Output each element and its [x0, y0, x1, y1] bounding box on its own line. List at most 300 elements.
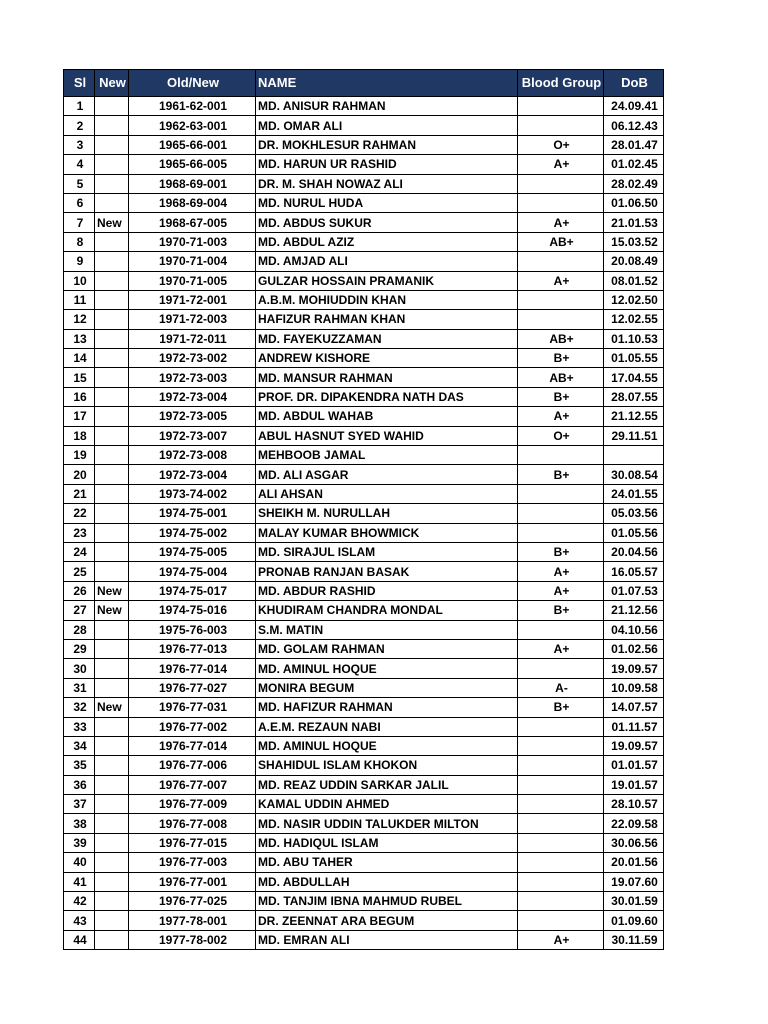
cell-name: MD. NURUL HUDA: [256, 193, 518, 212]
cell-old-new: 1976-77-002: [129, 717, 256, 736]
cell-new: [95, 756, 129, 775]
table-row: [64, 639, 664, 658]
cell-dob: 14.07.57: [604, 698, 664, 717]
cell-old-new: 1976-77-025: [129, 892, 256, 911]
cell-sl: 27: [64, 601, 95, 620]
cell-name: MD. HAFIZUR RAHMAN: [256, 698, 518, 717]
cell-old-new: 1971-72-001: [129, 290, 256, 309]
cell-name: ABUL HASNUT SYED WAHID: [256, 426, 518, 445]
cell-blood-group: A+: [518, 155, 604, 174]
cell-blood-group: [518, 853, 604, 872]
table-row: [64, 271, 664, 290]
cell-new: [95, 252, 129, 271]
cell-sl: 44: [64, 930, 95, 949]
table-row: [64, 756, 664, 775]
cell-dob: 28.01.47: [604, 135, 664, 154]
table-row: [64, 620, 664, 639]
cell-name: GULZAR HOSSAIN PRAMANIK: [256, 271, 518, 290]
cell-sl: 38: [64, 814, 95, 833]
table-body: [64, 97, 664, 950]
cell-sl: 20: [64, 465, 95, 484]
cell-name: MD. ALI ASGAR: [256, 465, 518, 484]
cell-dob: 19.07.60: [604, 872, 664, 891]
cell-new: [95, 446, 129, 465]
header-old-new: Old/New: [129, 70, 256, 97]
cell-old-new: 1976-77-014: [129, 659, 256, 678]
cell-blood-group: [518, 659, 604, 678]
cell-old-new: 1962-63-001: [129, 116, 256, 135]
cell-dob: 01.02.56: [604, 639, 664, 658]
cell-sl: 12: [64, 310, 95, 329]
cell-name: SHEIKH M. NURULLAH: [256, 504, 518, 523]
table-row: [64, 349, 664, 368]
cell-sl: 34: [64, 736, 95, 755]
cell-blood-group: [518, 814, 604, 833]
cell-new: [95, 193, 129, 212]
members-table: [63, 69, 664, 950]
cell-dob: 21.12.55: [604, 407, 664, 426]
cell-name: A.E.M. REZAUN NABI: [256, 717, 518, 736]
cell-new: [95, 465, 129, 484]
cell-new: [95, 135, 129, 154]
cell-blood-group: [518, 833, 604, 852]
cell-sl: 3: [64, 135, 95, 154]
header-new: New: [95, 70, 129, 97]
cell-blood-group: [518, 717, 604, 736]
cell-sl: 7: [64, 213, 95, 232]
cell-sl: 17: [64, 407, 95, 426]
cell-sl: 16: [64, 387, 95, 406]
cell-name: ALI AHSAN: [256, 484, 518, 503]
cell-sl: 28: [64, 620, 95, 639]
table-row: [64, 504, 664, 523]
cell-sl: 29: [64, 639, 95, 658]
table-row: [64, 97, 664, 116]
cell-blood-group: [518, 97, 604, 116]
cell-old-new: 1976-77-001: [129, 872, 256, 891]
cell-old-new: 1970-71-003: [129, 232, 256, 251]
table-row: [64, 717, 664, 736]
table-row: [64, 911, 664, 930]
header-blood-group: Blood Group: [518, 70, 604, 97]
cell-sl: 11: [64, 290, 95, 309]
table-row: [64, 523, 664, 542]
cell-sl: 41: [64, 872, 95, 891]
cell-sl: 10: [64, 271, 95, 290]
cell-new: [95, 407, 129, 426]
cell-name: MD. AMINUL HOQUE: [256, 659, 518, 678]
cell-sl: 43: [64, 911, 95, 930]
header-sl: Sl: [64, 70, 95, 97]
cell-new: [95, 736, 129, 755]
cell-sl: 21: [64, 484, 95, 503]
cell-new: New: [95, 698, 129, 717]
cell-name: MD. ABU TAHER: [256, 853, 518, 872]
cell-blood-group: [518, 446, 604, 465]
table-row: [64, 193, 664, 212]
cell-name: MD. HADIQUL ISLAM: [256, 833, 518, 852]
cell-name: MD. ABDUL AZIZ: [256, 232, 518, 251]
table-row: [64, 407, 664, 426]
cell-name: MEHBOOB JAMAL: [256, 446, 518, 465]
cell-new: [95, 504, 129, 523]
cell-name: PROF. DR. DIPAKENDRA NATH DAS: [256, 387, 518, 406]
cell-blood-group: O+: [518, 426, 604, 445]
cell-old-new: 1974-75-017: [129, 581, 256, 600]
cell-sl: 9: [64, 252, 95, 271]
cell-new: [95, 174, 129, 193]
table-row: [64, 581, 664, 600]
cell-sl: 40: [64, 853, 95, 872]
cell-name: KAMAL UDDIN AHMED: [256, 795, 518, 814]
cell-old-new: 1976-77-009: [129, 795, 256, 814]
cell-dob: 28.07.55: [604, 387, 664, 406]
cell-new: [95, 368, 129, 387]
cell-new: [95, 930, 129, 949]
cell-dob: 05.03.56: [604, 504, 664, 523]
cell-old-new: 1972-73-004: [129, 387, 256, 406]
cell-new: New: [95, 601, 129, 620]
cell-new: [95, 639, 129, 658]
cell-new: [95, 620, 129, 639]
cell-new: [95, 387, 129, 406]
cell-old-new: 1972-73-003: [129, 368, 256, 387]
table-row: [64, 930, 664, 949]
cell-dob: 21.12.56: [604, 601, 664, 620]
cell-sl: 15: [64, 368, 95, 387]
cell-blood-group: B+: [518, 349, 604, 368]
cell-blood-group: B+: [518, 542, 604, 561]
cell-name: MALAY KUMAR BHOWMICK: [256, 523, 518, 542]
cell-old-new: 1968-69-001: [129, 174, 256, 193]
table-row: [64, 426, 664, 445]
cell-name: MD. TANJIM IBNA MAHMUD RUBEL: [256, 892, 518, 911]
cell-sl: 37: [64, 795, 95, 814]
cell-new: [95, 155, 129, 174]
cell-dob: 01.01.57: [604, 756, 664, 775]
cell-name: MD. HARUN UR RASHID: [256, 155, 518, 174]
cell-name: KHUDIRAM CHANDRA MONDAL: [256, 601, 518, 620]
cell-blood-group: B+: [518, 465, 604, 484]
table-row: [64, 698, 664, 717]
cell-dob: 30.08.54: [604, 465, 664, 484]
cell-old-new: 1976-77-007: [129, 775, 256, 794]
cell-dob: 16.05.57: [604, 562, 664, 581]
cell-old-new: 1972-73-005: [129, 407, 256, 426]
table-row: [64, 252, 664, 271]
cell-old-new: 1971-72-011: [129, 329, 256, 348]
cell-dob: 15.03.52: [604, 232, 664, 251]
cell-blood-group: [518, 872, 604, 891]
table-row: [64, 116, 664, 135]
cell-old-new: 1974-75-004: [129, 562, 256, 581]
cell-sl: 22: [64, 504, 95, 523]
cell-dob: 01.05.55: [604, 349, 664, 368]
cell-old-new: 1976-77-027: [129, 678, 256, 697]
cell-old-new: 1965-66-005: [129, 155, 256, 174]
cell-old-new: 1974-75-005: [129, 542, 256, 561]
table-row: [64, 601, 664, 620]
cell-old-new: 1976-77-008: [129, 814, 256, 833]
cell-old-new: 1976-77-003: [129, 853, 256, 872]
cell-dob: 30.06.56: [604, 833, 664, 852]
cell-old-new: 1971-72-003: [129, 310, 256, 329]
cell-name: MONIRA BEGUM: [256, 678, 518, 697]
cell-dob: 01.11.57: [604, 717, 664, 736]
cell-old-new: 1968-67-005: [129, 213, 256, 232]
cell-sl: 24: [64, 542, 95, 561]
cell-old-new: 1970-71-004: [129, 252, 256, 271]
cell-sl: 26: [64, 581, 95, 600]
cell-old-new: 1973-74-002: [129, 484, 256, 503]
cell-old-new: 1961-62-001: [129, 97, 256, 116]
cell-old-new: 1976-77-006: [129, 756, 256, 775]
table-row: [64, 329, 664, 348]
cell-dob: 01.10.53: [604, 329, 664, 348]
cell-new: [95, 833, 129, 852]
cell-blood-group: A+: [518, 639, 604, 658]
cell-sl: 42: [64, 892, 95, 911]
table-row: [64, 232, 664, 251]
cell-sl: 2: [64, 116, 95, 135]
cell-new: [95, 484, 129, 503]
table-row: [64, 446, 664, 465]
cell-blood-group: [518, 795, 604, 814]
cell-dob: 28.10.57: [604, 795, 664, 814]
cell-blood-group: [518, 174, 604, 193]
cell-dob: 29.11.51: [604, 426, 664, 445]
cell-sl: 19: [64, 446, 95, 465]
cell-old-new: 1972-73-007: [129, 426, 256, 445]
cell-name: DR. MOKHLESUR RAHMAN: [256, 135, 518, 154]
table-row: [64, 387, 664, 406]
cell-dob: 24.09.41: [604, 97, 664, 116]
cell-new: New: [95, 213, 129, 232]
cell-new: [95, 349, 129, 368]
cell-sl: 6: [64, 193, 95, 212]
cell-dob: 08.01.52: [604, 271, 664, 290]
cell-new: [95, 678, 129, 697]
cell-name: MD. ANISUR RAHMAN: [256, 97, 518, 116]
cell-name: MD. ABDUL WAHAB: [256, 407, 518, 426]
cell-blood-group: [518, 620, 604, 639]
cell-sl: 32: [64, 698, 95, 717]
cell-new: [95, 717, 129, 736]
cell-blood-group: [518, 736, 604, 755]
cell-new: [95, 542, 129, 561]
table-row: [64, 814, 664, 833]
cell-name: DR. ZEENNAT ARA BEGUM: [256, 911, 518, 930]
cell-old-new: 1972-73-008: [129, 446, 256, 465]
cell-dob: 20.04.56: [604, 542, 664, 561]
cell-name: MD. REAZ UDDIN SARKAR JALIL: [256, 775, 518, 794]
table-row: [64, 775, 664, 794]
cell-old-new: 1975-76-003: [129, 620, 256, 639]
cell-blood-group: [518, 775, 604, 794]
cell-dob: 01.05.56: [604, 523, 664, 542]
cell-name: MD. GOLAM RAHMAN: [256, 639, 518, 658]
cell-sl: 18: [64, 426, 95, 445]
cell-name: MD. ABDULLAH: [256, 872, 518, 891]
cell-name: MD. OMAR ALI: [256, 116, 518, 135]
cell-sl: 39: [64, 833, 95, 852]
cell-dob: 10.09.58: [604, 678, 664, 697]
cell-sl: 1: [64, 97, 95, 116]
cell-blood-group: [518, 193, 604, 212]
cell-old-new: 1976-77-031: [129, 698, 256, 717]
cell-name: MD. MANSUR RAHMAN: [256, 368, 518, 387]
cell-dob: 30.01.59: [604, 892, 664, 911]
cell-dob: 19.09.57: [604, 736, 664, 755]
cell-name: SHAHIDUL ISLAM KHOKON: [256, 756, 518, 775]
cell-name: A.B.M. MOHIUDDIN KHAN: [256, 290, 518, 309]
cell-name: MD. EMRAN ALI: [256, 930, 518, 949]
table-row: [64, 290, 664, 309]
cell-dob: 21.01.53: [604, 213, 664, 232]
cell-new: [95, 795, 129, 814]
cell-old-new: 1974-75-002: [129, 523, 256, 542]
cell-new: [95, 232, 129, 251]
table-row: [64, 678, 664, 697]
cell-sl: 30: [64, 659, 95, 678]
cell-dob: 22.09.58: [604, 814, 664, 833]
cell-blood-group: [518, 310, 604, 329]
cell-new: [95, 271, 129, 290]
cell-dob: 28.02.49: [604, 174, 664, 193]
table-row: [64, 484, 664, 503]
cell-name: MD. FAYEKUZZAMAN: [256, 329, 518, 348]
cell-new: [95, 892, 129, 911]
cell-dob: 20.08.49: [604, 252, 664, 271]
cell-blood-group: [518, 504, 604, 523]
cell-new: [95, 853, 129, 872]
table-row: [64, 368, 664, 387]
cell-blood-group: [518, 252, 604, 271]
cell-dob: 06.12.43: [604, 116, 664, 135]
cell-name: DR. M. SHAH NOWAZ ALI: [256, 174, 518, 193]
cell-blood-group: [518, 911, 604, 930]
cell-blood-group: [518, 756, 604, 775]
table-row: [64, 853, 664, 872]
cell-dob: 20.01.56: [604, 853, 664, 872]
cell-sl: 35: [64, 756, 95, 775]
cell-old-new: 1976-77-013: [129, 639, 256, 658]
cell-old-new: 1970-71-005: [129, 271, 256, 290]
table-row: [64, 795, 664, 814]
header-name: NAME: [256, 70, 518, 97]
cell-blood-group: [518, 290, 604, 309]
cell-old-new: 1974-75-016: [129, 601, 256, 620]
table-row: [64, 659, 664, 678]
table-row: [64, 892, 664, 911]
cell-new: New: [95, 581, 129, 600]
cell-new: [95, 310, 129, 329]
cell-dob: 19.01.57: [604, 775, 664, 794]
cell-blood-group: B+: [518, 387, 604, 406]
table-row: [64, 872, 664, 891]
cell-new: [95, 659, 129, 678]
table-row: [64, 736, 664, 755]
table-row: [64, 542, 664, 561]
cell-blood-group: [518, 523, 604, 542]
cell-sl: 8: [64, 232, 95, 251]
cell-dob: 17.04.55: [604, 368, 664, 387]
cell-name: S.M. MATIN: [256, 620, 518, 639]
cell-blood-group: A+: [518, 213, 604, 232]
cell-name: MD. SIRAJUL ISLAM: [256, 542, 518, 561]
cell-old-new: 1977-78-002: [129, 930, 256, 949]
table-row: [64, 310, 664, 329]
table-row: [64, 155, 664, 174]
cell-old-new: 1977-78-001: [129, 911, 256, 930]
cell-blood-group: A+: [518, 562, 604, 581]
cell-name: MD. ABDUR RASHID: [256, 581, 518, 600]
cell-dob: 24.01.55: [604, 484, 664, 503]
cell-name: MD. AMJAD ALI: [256, 252, 518, 271]
cell-new: [95, 562, 129, 581]
cell-old-new: 1976-77-015: [129, 833, 256, 852]
cell-sl: 25: [64, 562, 95, 581]
cell-sl: 23: [64, 523, 95, 542]
cell-dob: 19.09.57: [604, 659, 664, 678]
cell-new: [95, 290, 129, 309]
cell-dob: 30.11.59: [604, 930, 664, 949]
cell-dob: 12.02.55: [604, 310, 664, 329]
table-row: [64, 135, 664, 154]
cell-blood-group: AB+: [518, 232, 604, 251]
cell-new: [95, 523, 129, 542]
cell-name: MD. AMINUL HOQUE: [256, 736, 518, 755]
table-row: [64, 213, 664, 232]
cell-sl: 5: [64, 174, 95, 193]
cell-old-new: 1974-75-001: [129, 504, 256, 523]
cell-sl: 36: [64, 775, 95, 794]
cell-sl: 31: [64, 678, 95, 697]
cell-new: [95, 426, 129, 445]
table-row: [64, 174, 664, 193]
cell-sl: 13: [64, 329, 95, 348]
cell-blood-group: A+: [518, 407, 604, 426]
table-row: [64, 465, 664, 484]
cell-name: ANDREW KISHORE: [256, 349, 518, 368]
cell-blood-group: A+: [518, 581, 604, 600]
cell-old-new: 1965-66-001: [129, 135, 256, 154]
cell-dob: [604, 446, 664, 465]
cell-old-new: 1968-69-004: [129, 193, 256, 212]
cell-name: MD. ABDUS SUKUR: [256, 213, 518, 232]
cell-dob: 01.02.45: [604, 155, 664, 174]
cell-dob: 01.07.53: [604, 581, 664, 600]
cell-name: MD. NASIR UDDIN TALUKDER MILTON: [256, 814, 518, 833]
cell-sl: 33: [64, 717, 95, 736]
cell-sl: 14: [64, 349, 95, 368]
table-row: [64, 833, 664, 852]
cell-new: [95, 97, 129, 116]
cell-new: [95, 814, 129, 833]
cell-old-new: 1972-73-002: [129, 349, 256, 368]
cell-old-new: 1972-73-004: [129, 465, 256, 484]
cell-name: PRONAB RANJAN BASAK: [256, 562, 518, 581]
cell-blood-group: B+: [518, 601, 604, 620]
cell-blood-group: AB+: [518, 329, 604, 348]
cell-dob: 12.02.50: [604, 290, 664, 309]
cell-blood-group: A+: [518, 271, 604, 290]
cell-old-new: 1976-77-014: [129, 736, 256, 755]
cell-name: HAFIZUR RAHMAN KHAN: [256, 310, 518, 329]
cell-dob: 04.10.56: [604, 620, 664, 639]
cell-blood-group: [518, 116, 604, 135]
cell-new: [95, 329, 129, 348]
